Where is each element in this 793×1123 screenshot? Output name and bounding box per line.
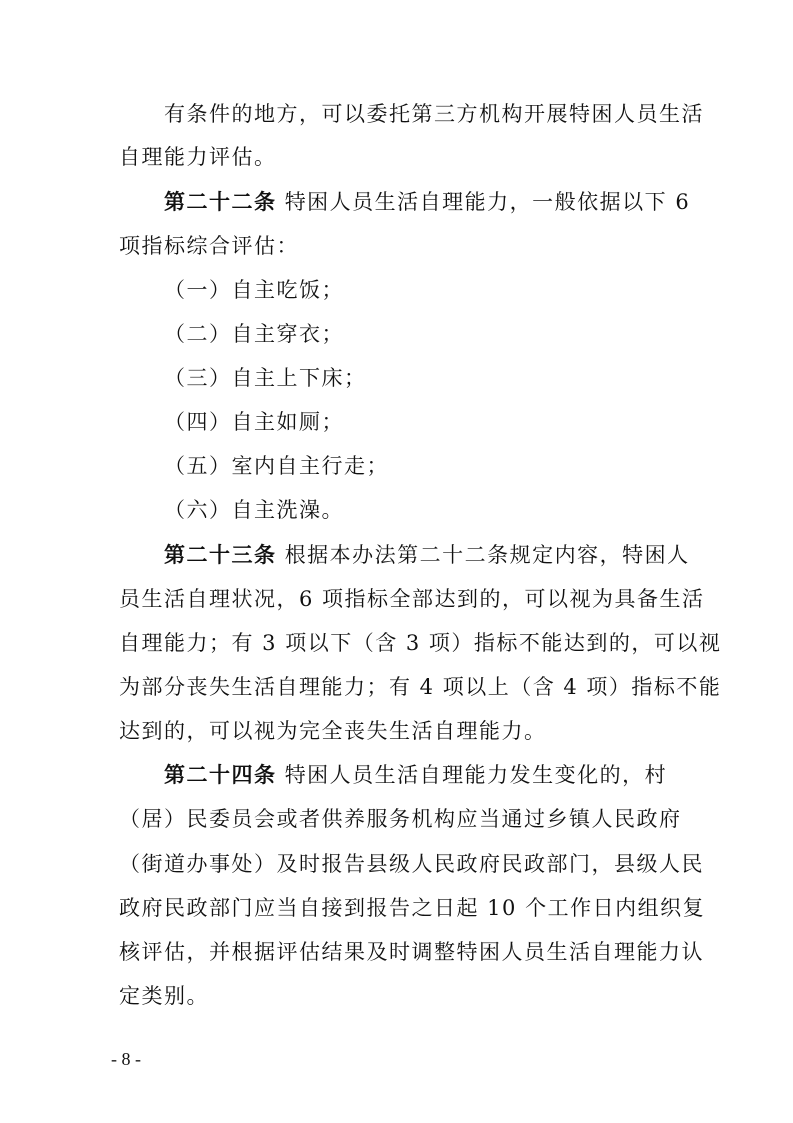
article24-line-3: （街道办事处）及时报告县级人民政府民政部门，县级人民 (119, 852, 704, 876)
article22-line-2: 项指标综合评估： (119, 234, 299, 258)
article23-line-2: 员生活自理状况，6 项指标全部达到的，可以视为具备生活 (119, 587, 705, 611)
article24-line-5: 核评估，并根据评估结果及时调整特困人员生活自理能力认 (119, 940, 704, 964)
page-number: - 8 - (111, 1049, 141, 1069)
article24-line-4: 政府民政部门应当自接到报告之日起 10 个工作日内组织复 (119, 896, 706, 920)
list-item-5: （五）室内自主行走； (164, 454, 389, 478)
article24-line-6: 定类别。 (119, 984, 209, 1008)
list-item-1: （一）自主吃饭； (164, 278, 344, 302)
list-item-4: （四）自主如厕； (164, 410, 344, 434)
article23-line-1 (164, 543, 690, 567)
article23-line-3: 自理能力；有 3 项以下（含 3 项）指标不能达到的，可以视 (119, 631, 722, 655)
article23-line-5: 达到的，可以视为完全丧失生活自理能力。 (119, 719, 547, 743)
article24-heading: 第二十四条 (164, 762, 277, 787)
article23-text-1: 根据本办法第二十二条规定内容，特困人 (284, 543, 690, 567)
article24-text-1: 特困人员生活自理能力发生变化的，村 (284, 763, 668, 787)
article22-heading: 第二十二条 (164, 189, 277, 214)
list-item-2: （二）自主穿衣； (164, 322, 344, 346)
article21-line-1: 有条件的地方，可以委托第三方机构开展特困人员生活 (164, 102, 704, 126)
article24-line-2: （居）民委员会或者供养服务机构应当通过乡镇人民政府 (119, 807, 682, 831)
article23-heading: 第二十三条 (164, 542, 277, 567)
article22-line-1 (164, 190, 690, 214)
article21-line-2: 自理能力评估。 (119, 145, 277, 169)
list-item-6: （六）自主洗澡。 (164, 498, 344, 522)
article22-text-1: 特困人员生活自理能力，一般依据以下 6 (284, 190, 691, 214)
list-item-3: （三）自主上下床； (164, 366, 367, 390)
article23-line-4: 为部分丧失生活自理能力；有 4 项以上（含 4 项）指标不能 (119, 675, 722, 699)
article24-line-1 (164, 763, 667, 787)
